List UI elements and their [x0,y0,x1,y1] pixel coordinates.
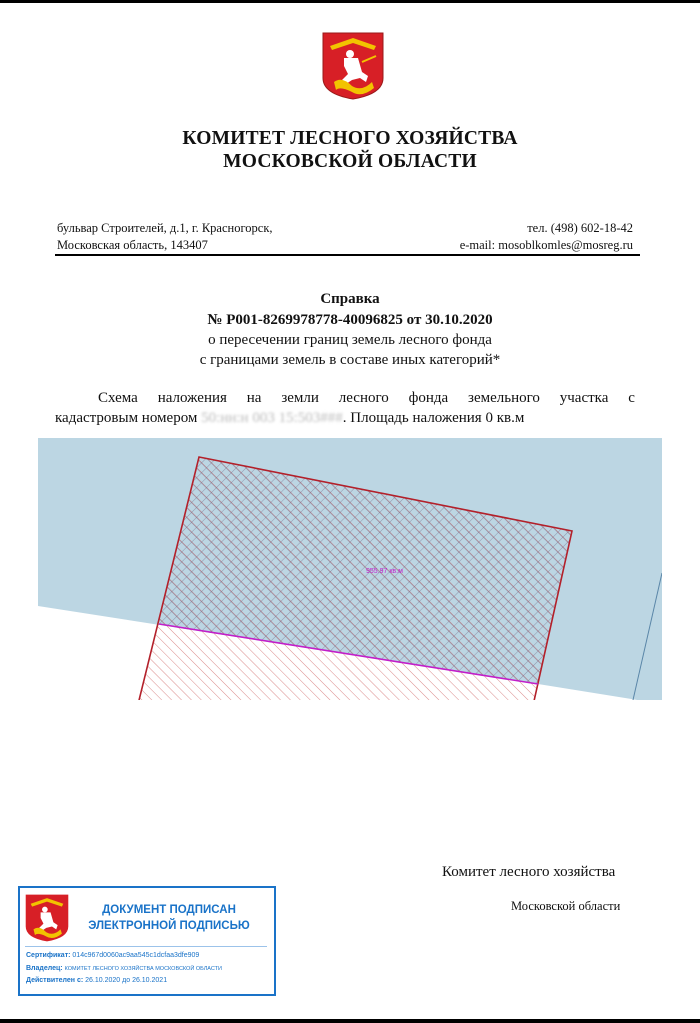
signature-line1: Комитет лесного хозяйства [442,864,616,880]
paragraph-word: земли [281,390,319,406]
paragraph-line2 [55,408,635,428]
bottom-border [0,1019,700,1023]
stamp-title [76,902,262,934]
cert-value: 014c967d0060ac9aa545c1dcfaa3dfe909 [72,952,200,959]
top-border [0,0,700,3]
coat-of-arms-icon [322,32,384,100]
area-label: 955.97 кв.м [366,568,403,575]
org-name-line1: КОМИТЕТ ЛЕСНОГО ХОЗЯЙСТВА [182,128,518,149]
valid-label: Действителен с: [26,977,84,984]
phone: тел. (498) 602-18-42 [527,221,633,235]
stamp-certificate [26,952,199,959]
stamp-title2: ЭЛЕКТРОННОЙ ПОДПИСЬЮ [88,920,250,932]
email: e-mail: mosoblkomles@mosreg.ru [459,238,633,252]
paragraph-word: лесного [338,390,389,406]
owner-value: КОМИТЕТ ЛЕСНОГО ХОЗЯЙСТВА МОСКОВСКОЙ ОБЛАСТИ [64,966,222,972]
address-block [57,220,273,254]
address-line2: Московская область, 143407 [57,238,208,252]
paragraph-word: с [628,390,635,406]
valid-to: 26.10.2021 [132,977,168,984]
redacted-cadastral-number: 50:нн:н 003 15:503### [201,410,343,426]
paragraph-start: кадастровым номером [55,410,198,426]
e-signature-stamp [18,886,276,996]
address-line1: бульвар Строителей, д.1, г. Красногорск, [57,221,273,235]
doc-number: № P001-8269978778-40096825 от 30.10.2020 [207,312,493,328]
signature-line2: Московской области [511,899,621,913]
stamp-validity [26,977,167,984]
valid-to-word: до [122,977,131,984]
doc-subtitle1: о пересечении границ земель лесного фонда [208,332,492,348]
paragraph-words [55,388,635,408]
doc-subtitle2: с границами земель в составе иных категорий* [199,352,501,368]
stamp-coat-of-arms-icon [25,893,69,943]
valid-from: 26.10.2020 [85,977,121,984]
owner-label: Владелец: [26,965,63,972]
paragraph-word: земельного [468,390,540,406]
paragraph-line1 [55,388,635,408]
org-name-line2: МОСКОВСКОЙ ОБЛАСТИ [223,151,477,172]
paragraph-word: на [246,390,262,406]
stamp-title1: ДОКУМЕНТ ПОДПИСАН [102,904,236,916]
contacts-block [460,220,633,254]
stamp-owner [26,965,222,972]
paragraph-word: наложения [157,390,227,406]
stamp-divider [25,946,267,947]
overlay-map [38,438,662,700]
header-divider [55,254,640,256]
paragraph-word: фонда [408,390,449,406]
paragraph-word: Схема [98,390,138,406]
paragraph-end: . Площадь наложения 0 кв.м [342,410,525,426]
doc-title: Справка [320,291,380,307]
cert-label: Сертификат: [26,952,71,959]
paragraph-word: участка [559,390,609,406]
